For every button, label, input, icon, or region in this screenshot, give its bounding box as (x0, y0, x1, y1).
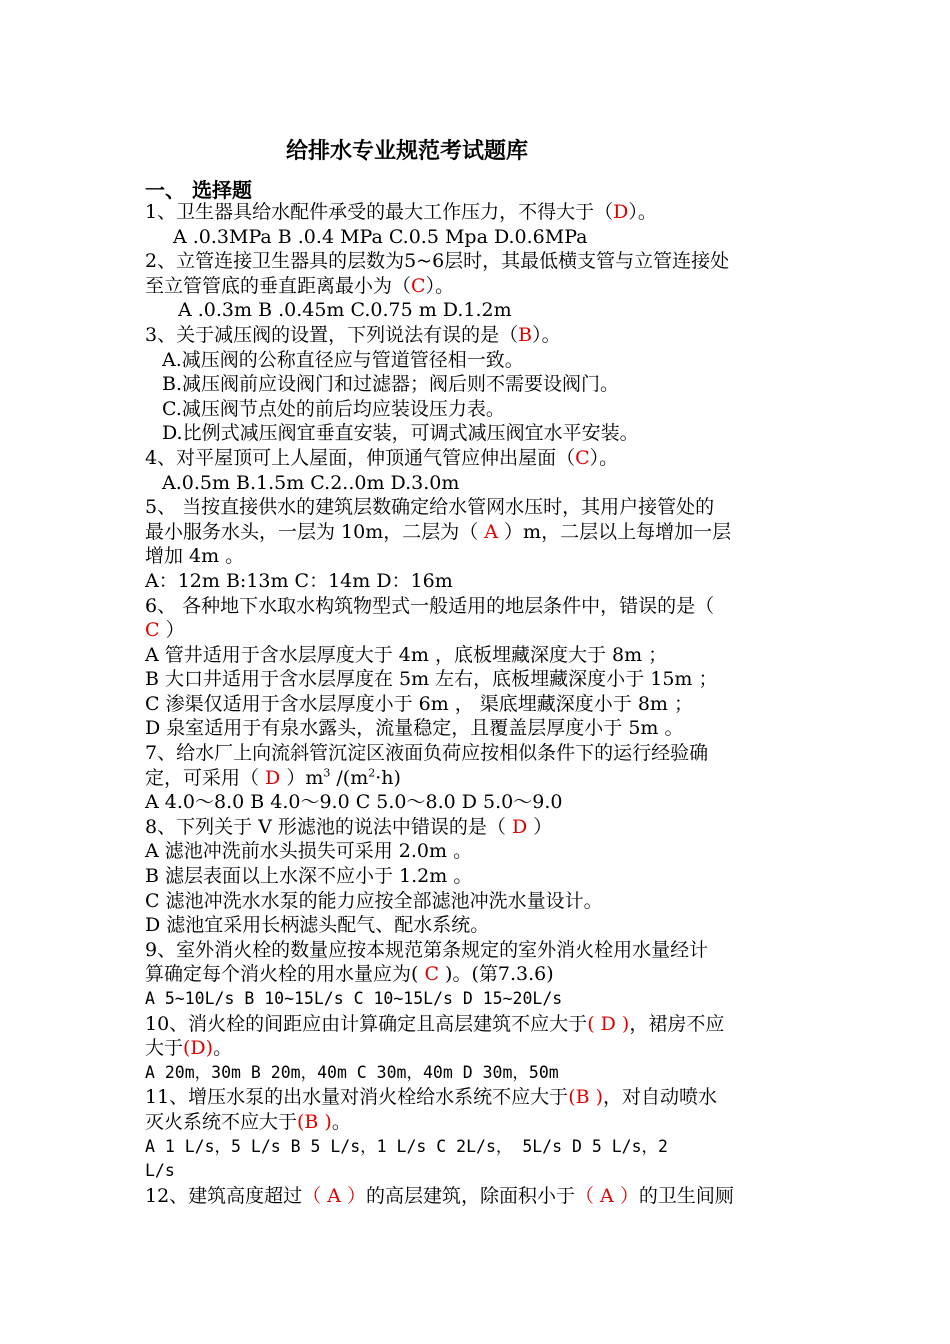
option-8d: D 滤池宜采用长柄滤头配气、配水系统。 (145, 914, 490, 937)
option-3c: C.减压阀节点处的前后均应装设压力表。 (162, 397, 505, 420)
question-10-cont: 大于(D)。 (145, 1037, 233, 1060)
answer-mark: C (145, 619, 160, 642)
question-6-cont: C ） (145, 619, 185, 642)
option-3d: D.比例式减压阀宜垂直安装，可调式减压阀宜水平安装。 (162, 422, 639, 445)
question-11-cont: 灭火系统不应大于(B )。 (145, 1110, 351, 1133)
options-11: A 1 L/s，5 L/s B 5 L/s，1 L/s C 2L/s， 5L/s D 5 L/s，2 (145, 1136, 668, 1156)
question-5-cont2: 增加 4m 。 (145, 545, 245, 568)
question-12: 12、建筑高度超过（ A ）的高层建筑，除面积小于（ A ）的卫生间厕 (145, 1184, 734, 1207)
options-1: A .0.3MPa B .0.4 MPa C.0.5 Mpa D.0.6MPa (173, 225, 588, 248)
options-4: A.0.5m B.1.5m C.2..0m D.3.0m (162, 471, 460, 494)
answer-mark: C (424, 963, 439, 986)
option-3a: A.减压阀的公称直径应与管道管径相一致。 (162, 348, 524, 371)
options-2: A .0.3m B .0.45m C.0.75 m D.1.2m (178, 299, 512, 322)
question-5: 5、 当按直接供水的建筑层数确定给水管网水压时，其用户接管处的 (145, 496, 715, 519)
answer-mark: C (575, 446, 590, 469)
question-2: 2、立管连接卫生器具的层数为5~6层时，其最低横支管与立管连接处 (145, 250, 730, 273)
question-7-cont: 定，可采用（ D ）$m^3$ $/(m^2\cdot h)$ (145, 766, 401, 789)
option-6d: D 泉室适用于有泉水露头，流量稳定，且覆盖层厚度小于 5m 。 (145, 717, 684, 740)
question-5-cont: 最小服务水头，一层为 10m，二层为（ A ）m，二层以上每增加一层 (145, 520, 732, 543)
question-9-cont: 算确定每个消火栓的用水量应为( C )。(第7.3.6) (145, 963, 554, 986)
question-8: 8、下列关于 V 形滤池的说法中错误的是（ D ） (145, 815, 553, 838)
answer-mark: D (511, 815, 528, 838)
answer-mark: ( D ) (587, 1012, 630, 1035)
question-11: 11、增压水泵的出水量对消火栓给水系统不应大于(B )，对自动喷水 (145, 1086, 718, 1109)
question-9: 9、室外消火栓的数量应按本规范第条规定的室外消火栓用水量经计 (145, 938, 709, 961)
options-11-cont: L/s (145, 1161, 175, 1181)
section-heading: 一、 选择题 (145, 178, 252, 202)
answer-mark: （ A ） (302, 1184, 366, 1207)
question-10: 10、消火栓的间距应由计算确定且高层建筑不应大于( D )，裙房不应 (145, 1012, 725, 1035)
option-6a: A 管井适用于含水层厚度大于 4m ，底板埋藏深度大于 8m ； (145, 643, 668, 666)
option-3b: B.减压阀前应设阀门和过滤器；阀后则不需要设阀门。 (162, 373, 620, 396)
options-9: A 5~10L/s B 10~15L/s C 10~15L/s D 15~20L/s (145, 989, 563, 1008)
question-list (145, 200, 810, 1208)
answer-mark: B (518, 323, 533, 346)
answer-mark: (B ) (568, 1086, 604, 1109)
option-8a: A 滤池冲洗前水头损失可采用 2.0m 。 (145, 840, 473, 863)
question-2-cont: 至立管管底的垂直距离最小为（C）。 (145, 274, 455, 297)
answer-mark: D (265, 766, 281, 789)
question-7: 7、给水厂上向流斜管沉淀区液面负荷应按相似条件下的运行经验确 (145, 742, 709, 765)
answer-mark: (D) (183, 1037, 214, 1060)
options-10: A 20m，30m B 20m，40m C 30m，40m D 30m，50m (145, 1062, 559, 1082)
options-7: A 4.0～8.0 B 4.0～9.0 C 5.0～8.0 D 5.0～9.0 (145, 791, 563, 814)
page-title: 给排水专业规范考试题库 (286, 138, 529, 164)
answer-mark: （ A ） (575, 1184, 639, 1207)
answer-mark: A (484, 520, 499, 543)
option-8b: B 滤层表面以上水深不应小于 1.2m 。 (145, 865, 473, 888)
answer-mark: D (613, 201, 629, 223)
question-3: 3、关于减压阀的设置，下列说法有误的是（B）。 (145, 323, 561, 346)
question-1: 1、卫生器具给水配件承受的最大工作压力，不得大于（D）。 (145, 201, 657, 223)
option-8c: C 滤池冲洗水水泵的能力应按全部滤池冲洗水量设计。 (145, 889, 603, 912)
options-5: A：12m B:13m C：14m D：16m (145, 569, 453, 592)
question-4: 4、对平屋顶可上人屋面，伸顶通气管应伸出屋面（C）。 (145, 446, 619, 469)
answer-mark: C (411, 274, 426, 297)
question-6: 6、 各种地下水取水构筑物型式一般适用的地层条件中，错误的是（ (145, 594, 715, 617)
option-6b: B 大口井适用于含水层厚度在 5m 左右，底板埋藏深度小于 15m ； (145, 668, 718, 691)
option-6c: C 渗渠仅适用于含水层厚度小于 6m ， 渠底埋藏深度小于 8m ； (145, 692, 693, 715)
answer-mark: (B ) (297, 1110, 332, 1133)
